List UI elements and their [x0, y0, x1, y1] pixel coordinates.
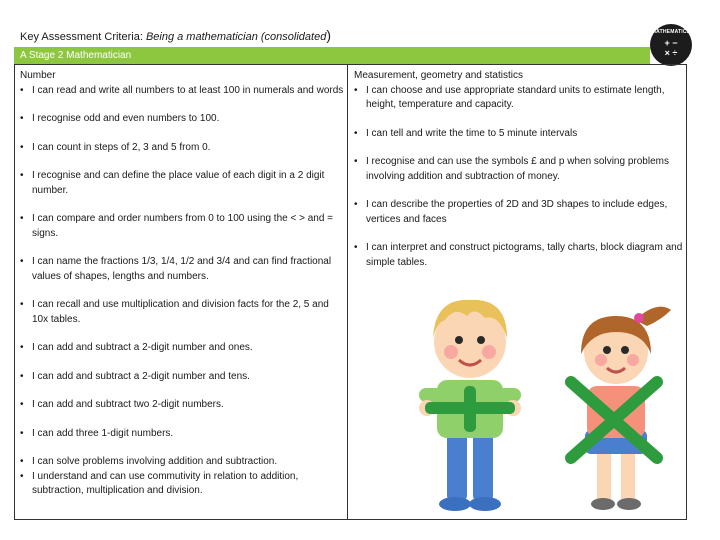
title-emphasis: Being a mathematician (consolidated — [145, 31, 327, 43]
criterion-item: • I can choose and use appropriate standard units to estimate length, height, temperature and capacity. — [354, 84, 684, 113]
title-prefix: Key Assessment Criteria: — [20, 31, 146, 43]
criterion-item: • I can recall and use multiplication and division facts for the 2, 5 and 10x tables. — [20, 298, 345, 327]
number-column — [20, 69, 345, 499]
logo-ops-top: + − — [664, 38, 678, 48]
criterion-item: • I can add and subtract two 2-digit numbers. — [20, 398, 345, 413]
criterion-item: • I can tell and write the time to 5 minute intervals — [354, 127, 684, 142]
criterion-item: • I can add and subtract a 2-digit number and tens. — [20, 370, 345, 385]
children-illustration — [395, 290, 685, 520]
criterion-item: • I can add three 1-digit numbers. — [20, 427, 345, 442]
criterion-item: • I can name the fractions 1/3, 1/4, 1/2 and 3/4 and can find fractional values of shapes, lengths and numbers. — [20, 255, 345, 284]
criterion-item: • I can read and write all numbers to at least 100 in numerals and words — [20, 84, 345, 99]
logo-text: MATHEMATICS — [651, 29, 691, 35]
criterion-item: • I recognise and can define the place value of each digit in a 2 digit number. — [20, 169, 345, 198]
criterion-item: • I can describe the properties of 2D and 3D shapes to include edges, vertices and faces — [354, 198, 684, 227]
number-heading: Number — [20, 70, 56, 81]
criterion-item: • I can interpret and construct pictograms, tally charts, block diagram and simple tables. — [354, 241, 684, 270]
criterion-item: • I can add and subtract a 2-digit number and ones. — [20, 341, 345, 356]
criterion-item: • I can compare and order numbers from 0 to 100 using the < > and = signs. — [20, 212, 345, 241]
stage-banner: A Stage 2 Mathematician — [14, 47, 650, 64]
measurement-heading: Measurement, geometry and statistics — [354, 70, 523, 81]
logo-operators-icon — [650, 38, 692, 58]
mathematics-logo — [650, 24, 692, 66]
boy-tick-figure — [419, 300, 521, 511]
criterion-item: • I can count in steps of 2, 3 and 5 from 0. — [20, 141, 345, 156]
title-suffix: ) — [326, 27, 331, 43]
criterion-item: • I recognise and can use the symbols £ and p when solving problems involving addition and subtraction of money. — [354, 155, 684, 184]
logo-ops-bottom: × ÷ — [664, 48, 678, 58]
girl-cross-figure — [571, 307, 671, 510]
measurement-column — [354, 69, 684, 270]
page-title — [20, 27, 331, 43]
criterion-item: • I understand and can use commutivity in relation to addition, subtraction, multiplication and division. — [20, 470, 345, 499]
criterion-item: • I recognise odd and even numbers to 100. — [20, 112, 345, 127]
criterion-item: • I can solve problems involving addition and subtraction. — [20, 455, 345, 470]
column-divider — [347, 64, 348, 520]
